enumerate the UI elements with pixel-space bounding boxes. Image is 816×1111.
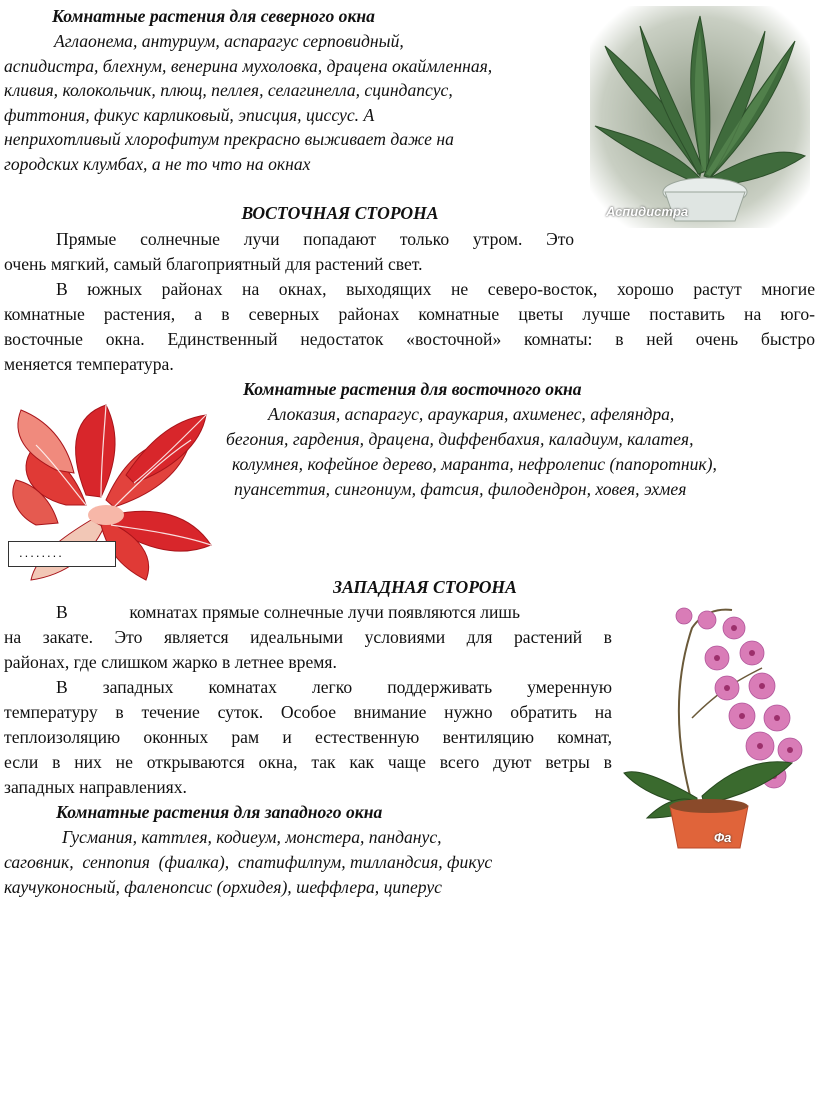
- west-para2-line3: теплоизоляцию оконных рам и естественную вентиляцию комнат,: [4, 727, 612, 747]
- orchid-caption: Фа: [714, 830, 732, 845]
- north-line-1: Аглаонема, антуриум, аспарагус серповидный,: [54, 31, 404, 51]
- east-para1-line2: очень мягкий, самый благоприятный для растений свет.: [4, 254, 423, 274]
- west-para1-line1: В комнатах прямые солнечные лучи появляются лишь: [56, 602, 520, 622]
- west-plants-line3: каучуконосный, фаленопсис (орхидея), шеффлера, циперус: [4, 877, 442, 897]
- east-para2-line4: меняется температура.: [4, 354, 174, 374]
- north-line-5: неприхотливый хлорофитум прекрасно выживает даже на: [4, 129, 454, 149]
- west-para1-line2: на закате. Это является идеальными условиями для растений в: [4, 627, 612, 647]
- west-para2-line2: температуру в течение суток. Особое внимание нужно обратить на: [4, 702, 612, 722]
- west-title: ЗАПАДНАЯ СТОРОНА: [333, 577, 517, 597]
- north-line-6: городских клумбах, а не то что на окнах: [4, 154, 311, 174]
- north-line-2: аспидистра, блехнум, венерина мухоловка, драцена окаймленная,: [4, 56, 493, 76]
- east-para2-line1: В южных районах на окнах, выходящих не северо-восток, хорошо растут многие: [56, 279, 815, 299]
- aspidistra-image: [590, 6, 810, 228]
- west-plants-heading: Комнатные растения для западного окна: [56, 802, 383, 822]
- north-line-4: фиттония, фикус карликовый, эписция, циссус. А: [4, 105, 375, 125]
- east-plants-line3: колумнея, кофейное дерево, маранта, нефролепис (папоротник),: [232, 454, 717, 474]
- north-heading: Комнатные растения для северного окна: [52, 6, 375, 26]
- west-plants-line2: саговник, сенпопия (фиалка), спатифилпум, тилландсия, фикус: [4, 852, 493, 872]
- west-para1-line3: районах, где слишком жарко в летнее время.: [4, 652, 337, 672]
- west-para2-line4: если в них не открываются окна, так как чаще всего дуют ветры в: [4, 752, 612, 772]
- caption-placeholder-box: ........: [8, 541, 116, 567]
- east-plants-line2: бегония, гардения, драцена, диффенбахия, каладиум, калатея,: [226, 429, 694, 449]
- east-para2-line3: восточные окна. Единственный недостаток «восточной» комнаты: в ней очень быстро: [4, 329, 815, 349]
- east-para1-line1: Прямые солнечные лучи попадают только утром. Это: [56, 229, 574, 249]
- east-para2-line2: комнатные растения, а в северных районах комнатные цветы лучше поставить на юго-: [4, 304, 815, 324]
- east-plants-line1: Алоказия, аспарагус, араукария, ахименес, афеляндра,: [268, 404, 675, 424]
- east-plants-heading: Комнатные растения для восточного окна: [243, 379, 582, 399]
- west-plants-line1: Гусмания, каттлея, кодиеум, монстера, пандaнус,: [62, 827, 442, 847]
- west-para2-line1: В западных комнатах легко поддерживать умеренную: [56, 677, 612, 697]
- east-title: ВОСТОЧНАЯ СТОРОНА: [241, 203, 439, 223]
- orchid-image: [622, 598, 812, 850]
- aspidistra-caption: Аспидистра: [606, 204, 689, 219]
- north-line-3: кливия, колокольчик, плющ, пеллея, селагинелла, сциндапсус,: [4, 80, 453, 100]
- east-plants-line4: пуансеттия, сингониум, фатсия, филодендрон, ховея, эхмея: [234, 479, 687, 499]
- west-para2-line5: западных направлениях.: [4, 777, 187, 797]
